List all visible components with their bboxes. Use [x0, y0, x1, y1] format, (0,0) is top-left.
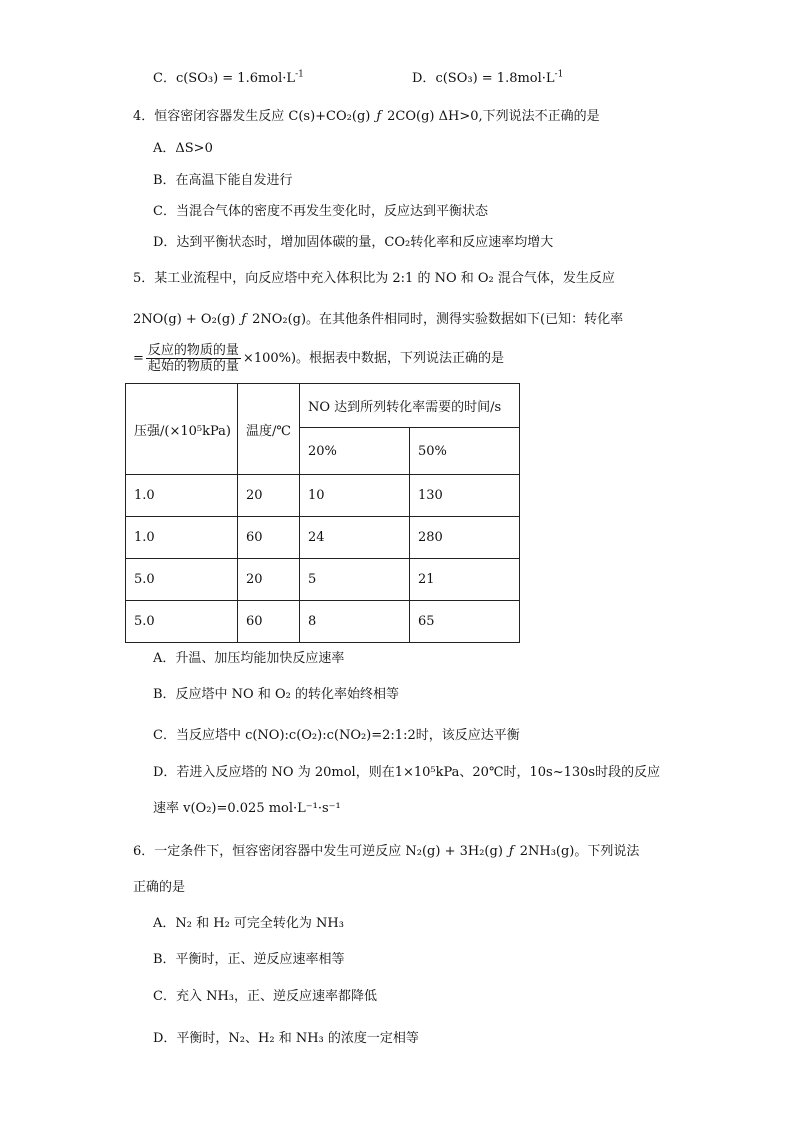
cell-temperature: 60	[238, 517, 300, 559]
table-row	[126, 475, 520, 517]
cell-pressure: 5.0	[126, 559, 238, 601]
q6-option-b[interactable]: B．平衡时，正、逆反应速率相等	[153, 952, 345, 967]
table-row	[126, 601, 520, 643]
q3-option-d-label: D．	[412, 71, 436, 86]
cell-pressure: 1.0	[126, 475, 238, 517]
header-20-percent: 20%	[300, 428, 410, 475]
q5-stem-line2	[133, 311, 623, 329]
q3-option-c-label: C．	[153, 71, 176, 86]
q5-conversion-formula	[133, 343, 504, 374]
q5-equation: 2NO(g) + O₂(g)	[133, 312, 236, 327]
equilibrium-arrow-icon: ƒ	[241, 312, 247, 327]
header-pressure: 压强/(×10⁵kPa)	[126, 384, 238, 475]
cell-time-20: 8	[300, 601, 410, 643]
q3-option-c-expr: c(SO₃) = 1.6mol·L	[175, 71, 296, 86]
table-row	[126, 559, 520, 601]
header-temperature: 温度/℃	[238, 384, 300, 475]
header-50-percent: 50%	[410, 428, 520, 475]
q5-option-d-line1[interactable]: D．若进入反应塔的 NO 为 20mol，则在1×10⁵kPa、20℃时，10s~130s时段的反应	[153, 765, 661, 780]
q4-option-b[interactable]: B．在高温下能自发进行	[153, 173, 293, 188]
cell-time-20: 10	[300, 475, 410, 517]
formula-suffix: ×100%)。根据表中数据，下列说法正确的是	[242, 351, 505, 366]
q6-option-c[interactable]: C．充入 NH₃，正、逆反应速率都降低	[153, 989, 378, 1004]
q4-option-a[interactable]: A．ΔS>0	[153, 141, 213, 156]
fraction-denominator: 起始的物质的量	[147, 359, 239, 374]
header-time: NO 达到所列转化率需要的时间/s	[300, 384, 520, 428]
experiment-data-table	[125, 383, 520, 643]
cell-time-20: 5	[300, 559, 410, 601]
table-row	[126, 517, 520, 559]
cell-time-20: 24	[300, 517, 410, 559]
q4-option-c[interactable]: C．当混合气体的密度不再发生变化时，反应达到平衡状态	[153, 204, 488, 219]
cell-time-50: 280	[410, 517, 520, 559]
q6-stem-line2: 正确的是	[133, 880, 186, 895]
q6-option-d[interactable]: D．平衡时，N₂、H₂ 和 NH₃ 的浓度一定相等	[153, 1031, 419, 1046]
q6-option-a[interactable]: A．N₂ 和 H₂ 可完全转化为 NH₃	[153, 916, 344, 931]
conversion-fraction	[146, 343, 241, 374]
cell-temperature: 20	[238, 559, 300, 601]
formula-equals: =	[133, 351, 144, 366]
q5-stem-line1: 5．某工业流程中，向反应塔中充入体积比为 2:1 的 NO 和 O₂ 混合气体，发生反应	[133, 271, 615, 286]
q4-stem-tail: 2CO(g) ΔH>0,下列说法不正确的是	[387, 109, 600, 124]
q5-option-b[interactable]: B．反应塔中 NO 和 O₂ 的转化率始终相等	[153, 687, 399, 702]
equilibrium-arrow-icon: ƒ	[376, 109, 382, 124]
q5-option-a[interactable]: A．升温、加压均能加快反应速率	[153, 651, 345, 666]
q6-stem-tail: 2NH₃(g)。下列说法	[519, 844, 640, 859]
q4-stem-head: 4．恒容密闭容器发生反应 C(s)+CO₂(g)	[133, 109, 371, 124]
cell-temperature: 20	[238, 475, 300, 517]
q5-option-d-line2: 速率 v(O₂)=0.025 mol·L⁻¹·s⁻¹	[153, 801, 341, 816]
q6-stem-line1	[133, 843, 639, 861]
cell-time-50: 65	[410, 601, 520, 643]
equilibrium-arrow-icon: ƒ	[508, 844, 514, 859]
cell-time-50: 130	[410, 475, 520, 517]
fraction-numerator: 反应的物质的量	[147, 343, 239, 358]
q3-option-c[interactable]	[153, 70, 304, 88]
q5-option-c[interactable]: C．当反应塔中 c(NO):c(O₂):c(NO₂)=2:1:2时，该反应达平衡	[153, 728, 520, 743]
q3-option-c-exponent: -1	[295, 69, 304, 80]
q3-option-d-exponent: -1	[554, 69, 564, 80]
q6-stem-head: 6．一定条件下，恒容密闭容器中发生可逆反应 N₂(g) + 3H₂(g)	[133, 844, 503, 859]
q3-option-d-expr: c(SO₃) = 1.8mol·L	[435, 71, 555, 86]
cell-time-50: 21	[410, 559, 520, 601]
cell-temperature: 60	[238, 601, 300, 643]
q4-stem	[133, 108, 600, 126]
cell-pressure: 1.0	[126, 517, 238, 559]
q5-stem-line2-tail: 2NO₂(g)。在其他条件相同时，测得实验数据如下(已知：转化率	[252, 312, 624, 327]
cell-pressure: 5.0	[126, 601, 238, 643]
q4-option-d[interactable]: D．达到平衡状态时，增加固体碳的量，CO₂转化率和反应速率均增大	[153, 235, 554, 250]
q3-option-d[interactable]	[412, 70, 563, 88]
